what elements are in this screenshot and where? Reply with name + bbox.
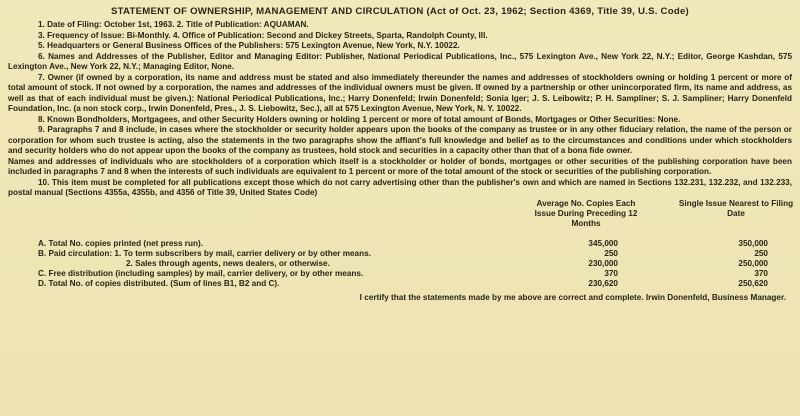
certification-line: I certify that the statements made by me above are correct and complete. Irwin Donenfeld, Business Manager. [359, 292, 786, 302]
row-average-value: 230,620 [588, 278, 618, 288]
row-average-value: 230,000 [588, 258, 618, 268]
row-label: C. Free distribution (including samples) by mail, carrier delivery, or by other means. [38, 268, 364, 278]
line-frequency-office: 3. Frequency of Issue: Bi-Monthly. 4. Office of Publication: Second and Dickey Streets, Sparta, Randolph County, Ill. [38, 30, 488, 40]
row-single-value: 350,000 [738, 238, 768, 248]
paragraph-7: 7. Owner (if owned by a corporation, its name and address must be stated and also immediately thereunder the names and addresses of stockholders owning or holding 1 percent or more of total amount of stock. If not owned by a corporation, the names and addresses of the individual owners must be given. If owned by a partnership or other unincorporated firm, its name and address, as well as that of each individual must be given.): National Periodical Publications, Inc.; Harry Donenfeld; Irwin Donenfeld; Sonia Iger; J. S. Leibowitz; P. H. Sampliner; S. J. Sampliner; Harry Donenfeld Foundation, Inc. (a non stock corp., Irwin Donenfeld, Pres., J. S. Liebowitz, Sec.), all at 575 Lexington Avenue, New York, N. Y. 10022. [8, 72, 792, 113]
row-single-value: 250 [754, 248, 768, 258]
row-label: D. Total No. of copies distributed. (Sum of lines B1, B2 and C). [38, 278, 280, 288]
row-single-value: 250,620 [738, 278, 768, 288]
line-date-title: 1. Date of Filing: October 1st, 1963. 2. Title of Publication: AQUAMAN. [38, 20, 309, 29]
paragraph-8: 8. Known Bondholders, Mortgagees, and other Security Holders owning or holding 1 percent or more of total amount of Bonds, Mortgages or Other Securities: None. [38, 114, 681, 124]
row-average-value: 370 [604, 268, 618, 278]
row-average-value: 345,000 [588, 238, 618, 248]
row-single-value: 370 [754, 268, 768, 278]
table-row [8, 279, 792, 289]
table-row [8, 259, 792, 269]
row-single-value: 250,000 [738, 258, 768, 268]
table-row [8, 249, 792, 259]
column-header-single-issue: Single Issue Nearest to Filing Date [678, 198, 794, 218]
column-header-average: Average No. Copies Each Issue During Preceding 12 Months [534, 198, 638, 228]
circulation-table [8, 239, 792, 289]
paragraph-9-continued: Names and addresses of individuals who are stockholders of a corporation which itself is a stockholder or holder of bonds, mortgages or other securities of the publishing corporation have been included in paragraphs 7 and 8 when the interests of such individuals are equivalent to 1 percent or more of the total amount of the stock or securities of the publishing corporation. [8, 156, 792, 176]
row-label: A. Total No. copies printed (net press run). [38, 238, 203, 248]
paragraph-6: 6. Names and Addresses of the Publisher, Editor and Managing Editor: Publisher, National Periodical Publications, Inc., 575 Lexington Ave., New York 22, N.Y.; Editor, George Kashdan, 575 Lexington Ave., New York 22, N.Y.; Managing Editor, None. [8, 51, 792, 71]
circulation-column-headers [8, 199, 792, 239]
line-headquarters: 5. Headquarters or General Business Offices of the Publishers: 575 Lexington Avenue, New York, N.Y. 10022. [38, 41, 460, 50]
table-row [8, 239, 792, 249]
row-label: 2. Sales through agents, news dealers, or otherwise. [126, 258, 330, 268]
paragraph-10: 10. This item must be completed for all publications except those which do not carry advertising other than the publisher's own and which are named in Sections 132.231, 132.232, and 132.233, postal manual (Sections 4355a, 4355b, and 4356 of Title 39, United States Code) [8, 177, 792, 197]
row-average-value: 250 [604, 248, 618, 258]
paragraph-9: 9. Paragraphs 7 and 8 include, in cases where the stockholder or security holder appears upon the books of the company as trustee or in any other fiduciary relation, the name of the person or corporation for whom such trustee is acting, also the statements in the two paragraphs show the affiant's full knowledge and belief as to the circumstances and conditions under which stockholders and security holders who do not appear upon the books of the company as trustees, hold stock and securities in a capacity other than that of a bona fide owner. [8, 125, 792, 155]
row-label: B. Paid circulation: 1. To term subscribers by mail, carrier delivery or by other means. [38, 248, 371, 258]
table-row [8, 269, 792, 279]
statement-title: STATEMENT OF OWNERSHIP, MANAGEMENT AND CIRCULATION (Act of Oct. 23, 1962; Section 4369, Title 39, U.S. Code) [110, 6, 689, 17]
